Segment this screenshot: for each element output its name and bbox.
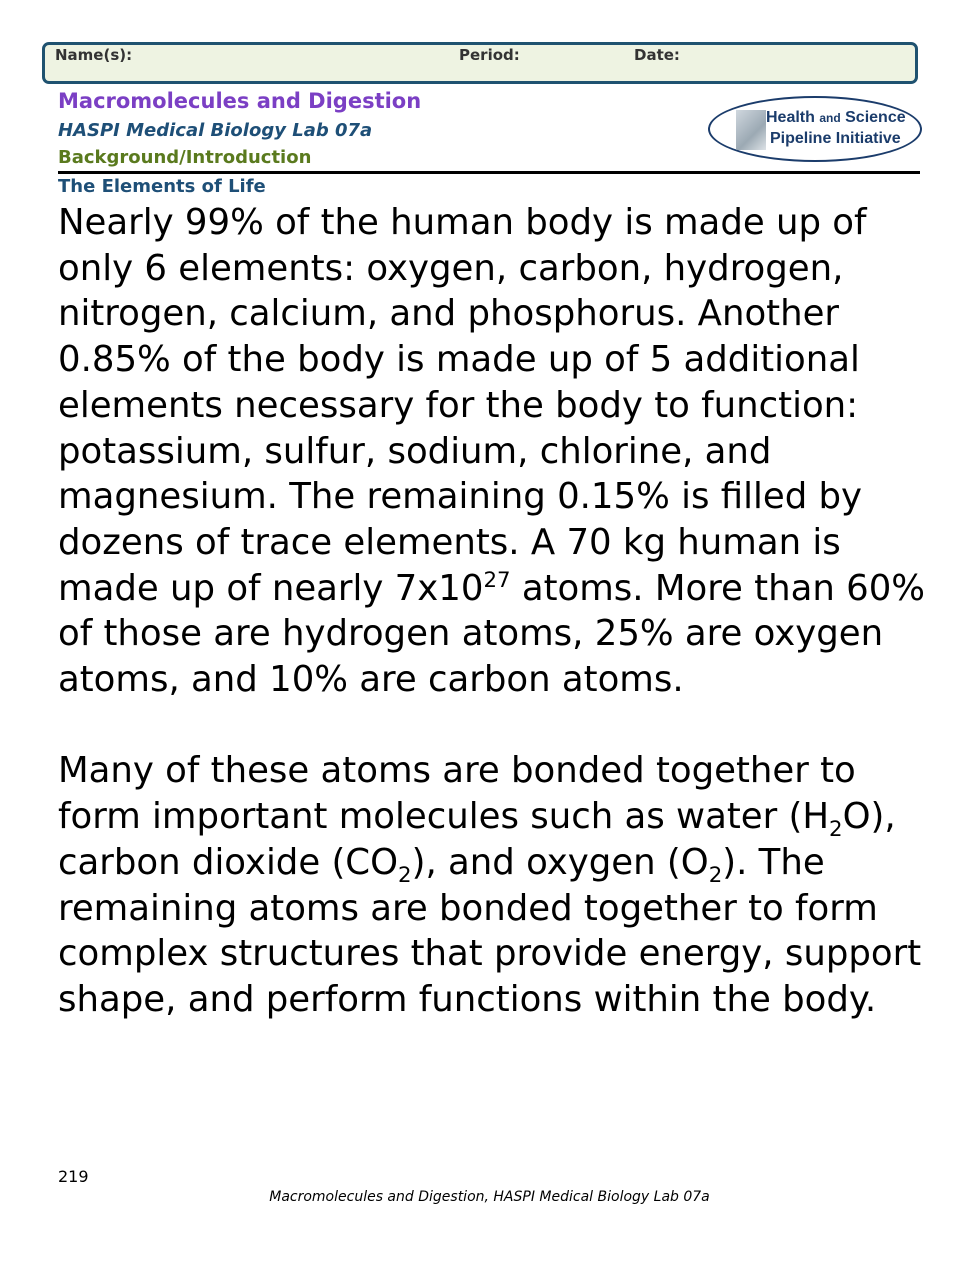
header-divider — [58, 171, 920, 174]
haspi-logo — [708, 96, 922, 162]
name-period-date-bar — [42, 42, 918, 84]
paragraph-2: Many of these atoms are bonded together to form important molecules such as water $(H_2O)$, carbon dioxide $(CO_2)$, and oxygen $(O_2)$. The remaining atoms are bonded together to form complex structures that provide energy, support shape, and perform functions within the body. — [58, 750, 922, 1020]
lab-subtitle: HASPI Medical Biology Lab 07a — [58, 120, 373, 141]
paragraph-1: Nearly 99% of the human body is made up of only 6 elements: oxygen, carbon, hydrogen, nitrogen, calcium, and phosphorus. Another 0.85% of the body is made up of 5 additional elements necessary for the body to function: potassium, sulfur, sodium, chlorine, and magnesium. The remaining 0.15% is filled by dozens of trace elements. A 70 kg human is made up of nearly $7x10^{27}$ atoms. More than 60% of those are hydrogen atoms, 25% are oxygen atoms, and 10% are carbon atoms. — [58, 202, 926, 701]
logo-text-line2: Pipeline Initiative — [770, 130, 901, 147]
logo-text-line1: Health and Science — [766, 109, 906, 126]
section-label: Background/Introduction — [58, 147, 312, 168]
subheading: The Elements of Life — [58, 176, 266, 197]
footer-text: Macromolecules and Digestion, HASPI Medical Biology Lab 07a — [269, 1189, 710, 1205]
logo-mark-icon — [736, 110, 766, 150]
body-text — [58, 200, 928, 1023]
period-label: Period: — [459, 46, 520, 64]
date-label: Date: — [634, 46, 680, 64]
document-title: Macromolecules and Digestion — [58, 89, 422, 113]
page-number: 219 — [58, 1167, 89, 1186]
name-label: Name(s): — [55, 46, 133, 64]
